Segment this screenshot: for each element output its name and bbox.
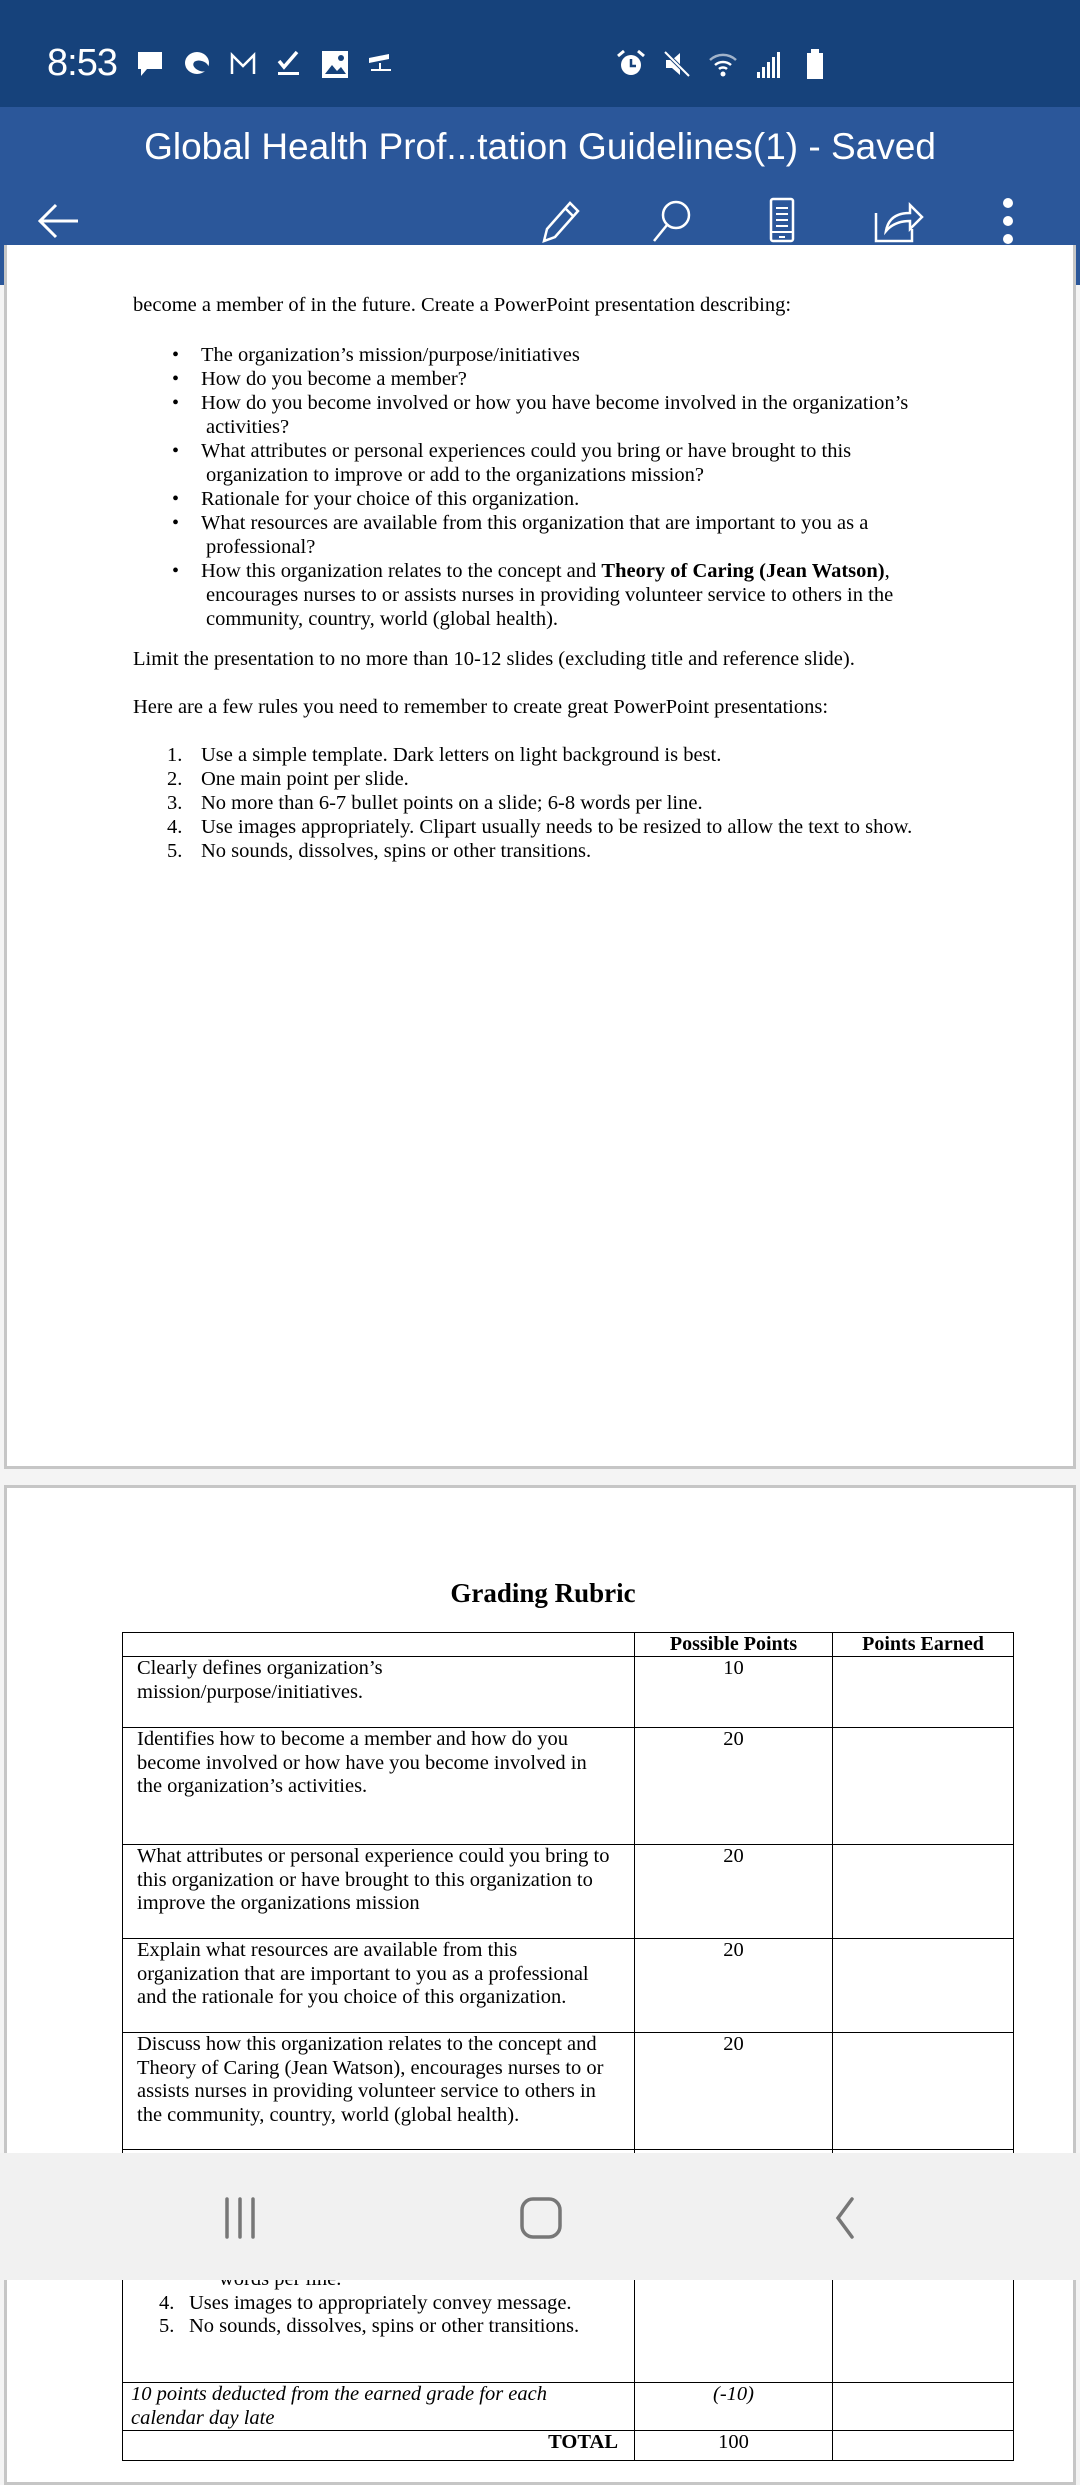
grading-rubric-table [122, 1632, 1014, 2461]
back-nav-button[interactable] [810, 2183, 880, 2253]
back-icon [820, 2193, 870, 2243]
rules-numbered-list [167, 743, 912, 863]
possible-points-cell: 20 [635, 1939, 833, 2033]
criterion-cell: Clearly defines organization’s mission/purpose/initiatives. [123, 1657, 635, 1728]
table-header-row [123, 1633, 1014, 1657]
format-item: 5. No sounds, dissolves, spins or other transitions. [159, 2315, 580, 2337]
points-earned-cell[interactable] [833, 2033, 1014, 2150]
table-row [123, 1728, 1014, 1845]
bullet-item: • How do you become a member? [167, 367, 908, 391]
possible-points-cell: 20 [635, 1845, 833, 1939]
share-button[interactable] [864, 189, 928, 253]
table-row-late-penalty [123, 2383, 1014, 2431]
signal-icon [753, 48, 785, 80]
table-row-total [123, 2431, 1014, 2461]
mute-icon [661, 48, 693, 80]
possible-points-cell: 20 [635, 1728, 833, 1845]
points-earned-cell[interactable] [833, 1728, 1014, 1845]
bullet-item: • What resources are available from this organization that are important to you as a professional? [167, 511, 908, 559]
status-time: 8:53 [47, 42, 117, 84]
recent-apps-icon [215, 2193, 265, 2243]
edit-button[interactable] [528, 189, 592, 253]
rules-intro-text: Here are a few rules you need to remember to create great PowerPoint presentations: [133, 696, 829, 718]
rule-item: 2. One main point per slide. [167, 768, 409, 790]
table-row [123, 2033, 1014, 2150]
share-icon [868, 193, 924, 249]
header-possible-points: Possible Points [635, 1633, 833, 1657]
alarm-icon [615, 48, 647, 80]
document-title: Global Health Prof...tation Guidelines(1) - Saved [144, 126, 936, 167]
system-nav-bar [0, 2153, 1080, 2280]
more-options-icon [980, 193, 1036, 249]
header-criterion [123, 1633, 635, 1657]
search-button[interactable] [640, 189, 704, 253]
rule-item: 4. Use images appropriately. Clipart usually needs to be resized to allow the text to show. [167, 816, 913, 838]
search-icon [644, 193, 700, 249]
bullet-item: • Rationale for your choice of this organization. [167, 487, 908, 511]
intro-line-text: become a member of in the future. Create a PowerPoint presentation describing: [133, 294, 792, 316]
points-earned-cell[interactable] [833, 1845, 1014, 1939]
table-row [123, 1845, 1014, 1939]
rule-item: 5. No sounds, dissolves, spins or other transitions. [167, 840, 592, 862]
home-icon [516, 2193, 566, 2243]
status-bar [0, 0, 1080, 107]
bullet-item: • How this organization relates to the concept and Theory of Caring (Jean Watson), encourages nurses to or assists nurses in providing volunteer service to others in the community, country, world (global health). [167, 559, 908, 631]
more-options-button[interactable] [976, 189, 1040, 253]
recent-apps-button[interactable] [205, 2183, 275, 2253]
home-button[interactable] [506, 2183, 576, 2253]
total-label-cell: TOTAL [123, 2431, 635, 2461]
battery-icon [799, 48, 831, 80]
header-points-earned: Points Earned [833, 1633, 1014, 1657]
rubric-title: Grading Rubric [450, 1578, 636, 1608]
back-arrow-icon [32, 193, 88, 249]
reading-view-button[interactable] [752, 189, 816, 253]
late-penalty-cell: 10 points deducted from the earned grade for each calendar day late [123, 2383, 635, 2431]
document-canvas[interactable] [0, 285, 1080, 2453]
total-possible-cell: 100 [635, 2431, 833, 2461]
possible-points-cell: 20 [635, 2033, 833, 2150]
bullet-item: • How do you become involved or how you have become involved in the organization’s activities? [167, 391, 908, 439]
download-done-icon [273, 48, 305, 80]
requirements-bullet-list [167, 343, 908, 631]
possible-points-cell: (-10) [635, 2383, 833, 2431]
cast-icon [365, 48, 397, 80]
document-page-1 [4, 245, 1076, 1469]
table-row [123, 1939, 1014, 2033]
gallery-icon [319, 48, 351, 80]
criterion-cell: Explain what resources are available from this organization that are important to you as a professional and the rationale for you choice of this organization. [123, 1939, 635, 2033]
gmail-icon [227, 48, 259, 80]
rule-item: 3. No more than 6-7 bullet points on a slide; 6-8 words per line. [167, 792, 703, 814]
notification-icons [135, 48, 397, 80]
slide-limit-text: Limit the presentation to no more than 10-12 slides (excluding title and reference slide). [133, 648, 855, 670]
criterion-cell: What attributes or personal experience could you bring to this organization or have brought to this organization to improve the organizations mission [123, 1845, 635, 1939]
table-row [123, 1657, 1014, 1728]
bullet-item: • The organization’s mission/purpose/initiatives [167, 343, 908, 367]
format-item: 4. Uses images to appropriately convey message. [159, 2291, 572, 2314]
theory-of-caring-bold: Theory of Caring (Jean Watson) [601, 560, 885, 582]
rule-item: 1. Use a simple template. Dark letters on light background is best. [167, 744, 722, 766]
reading-view-icon [756, 193, 812, 249]
total-earned-cell[interactable] [833, 2431, 1014, 2461]
points-earned-cell[interactable] [833, 1657, 1014, 1728]
message-icon [135, 48, 167, 80]
hangouts-icon [181, 48, 213, 80]
criterion-cell: Discuss how this organization relates to the concept and Theory of Caring (Jean Watson), encourages nurses to or assists nurses in providing volunteer service to others in the community, country, world (global health). [123, 2033, 635, 2150]
edit-pencil-icon [532, 193, 588, 249]
criterion-cell: Identifies how to become a member and how do you become involved or how have you become involved in the organization’s activities. [123, 1728, 635, 1845]
points-earned-cell[interactable] [833, 1939, 1014, 2033]
document-page-2 [4, 1485, 1076, 2485]
system-icons [615, 48, 831, 80]
possible-points-cell: 10 [635, 1657, 833, 1728]
points-earned-cell[interactable] [833, 2383, 1014, 2431]
back-button[interactable] [28, 189, 92, 253]
wifi-icon [707, 48, 739, 80]
bullet-item: • What attributes or personal experiences could you bring or have brought to this organization to improve or add to the organizations mission? [167, 439, 908, 487]
